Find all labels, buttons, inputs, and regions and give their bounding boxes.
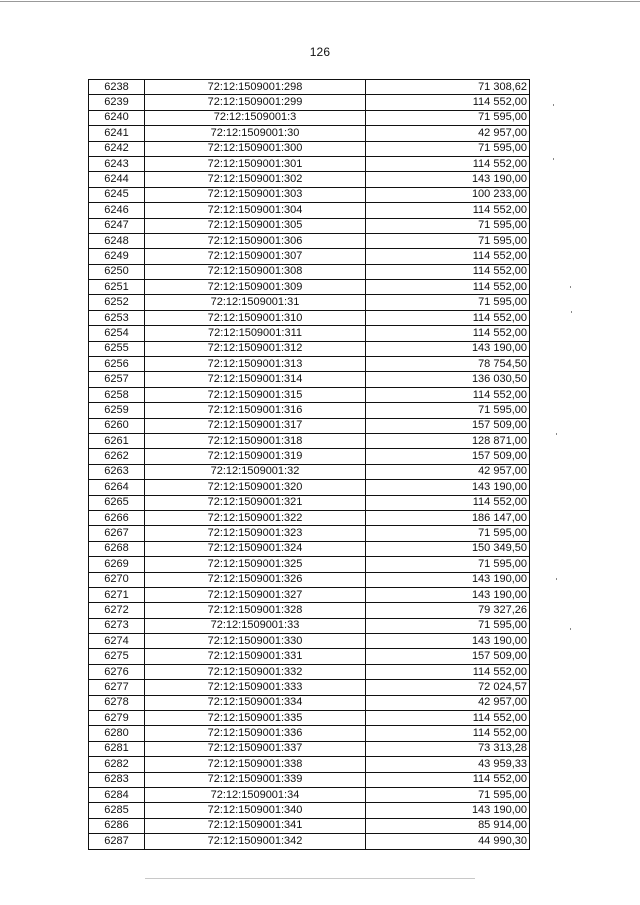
row-number: 6268 [89, 541, 145, 556]
cadastral-number: 72:12:1509001:313 [145, 357, 366, 372]
table-row [89, 418, 530, 433]
page-top-edge [0, 1, 640, 2]
row-number: 6285 [89, 803, 145, 818]
table-row [89, 126, 530, 141]
cadastral-number: 72:12:1509001:308 [145, 264, 366, 279]
row-number: 6254 [89, 326, 145, 341]
table-row [89, 249, 530, 264]
amount-value: 114 552,00 [366, 326, 530, 341]
row-number: 6281 [89, 741, 145, 756]
table-row [89, 141, 530, 156]
table-row [89, 741, 530, 756]
amount-value: 114 552,00 [366, 387, 530, 402]
amount-value: 128 871,00 [366, 433, 530, 448]
cadastral-number: 72:12:1509001:331 [145, 649, 366, 664]
cadastral-number: 72:12:1509001:325 [145, 557, 366, 572]
row-number: 6265 [89, 495, 145, 510]
cadastral-number: 72:12:1509001:305 [145, 218, 366, 233]
amount-value: 114 552,00 [366, 249, 530, 264]
row-number: 6242 [89, 141, 145, 156]
scan-speck [553, 104, 554, 106]
cadastral-number: 72:12:1509001:302 [145, 172, 366, 187]
table-row [89, 233, 530, 248]
row-number: 6252 [89, 295, 145, 310]
amount-value: 157 509,00 [366, 418, 530, 433]
cadastral-number: 72:12:1509001:306 [145, 233, 366, 248]
amount-value: 143 190,00 [366, 634, 530, 649]
table-row [89, 264, 530, 279]
row-number: 6269 [89, 557, 145, 572]
row-number: 6266 [89, 510, 145, 525]
row-number: 6241 [89, 126, 145, 141]
table-row [89, 464, 530, 479]
table-row [89, 572, 530, 587]
row-number: 6270 [89, 572, 145, 587]
cadastral-number: 72:12:1509001:30 [145, 126, 366, 141]
amount-value: 100 233,00 [366, 187, 530, 202]
table-row [89, 772, 530, 787]
cadastral-number: 72:12:1509001:332 [145, 664, 366, 679]
cadastral-number: 72:12:1509001:330 [145, 634, 366, 649]
cadastral-number: 72:12:1509001:342 [145, 834, 366, 849]
cadastral-number: 72:12:1509001:32 [145, 464, 366, 479]
cadastral-number: 72:12:1509001:301 [145, 156, 366, 171]
amount-value: 71 595,00 [366, 403, 530, 418]
scan-speck [570, 628, 571, 630]
amount-value: 150 349,50 [366, 541, 530, 556]
row-number: 6243 [89, 156, 145, 171]
cadastral-number: 72:12:1509001:337 [145, 741, 366, 756]
table-row [89, 680, 530, 695]
row-number: 6239 [89, 95, 145, 110]
amount-value: 114 552,00 [366, 664, 530, 679]
row-number: 6240 [89, 110, 145, 125]
cadastral-number: 72:12:1509001:316 [145, 403, 366, 418]
table-row [89, 172, 530, 187]
amount-value: 72 024,57 [366, 680, 530, 695]
cadastral-number: 72:12:1509001:311 [145, 326, 366, 341]
scan-speck [556, 433, 557, 435]
table-row [89, 510, 530, 525]
row-number: 6277 [89, 680, 145, 695]
cadastral-number: 72:12:1509001:317 [145, 418, 366, 433]
row-number: 6258 [89, 387, 145, 402]
table-row [89, 310, 530, 325]
row-number: 6274 [89, 634, 145, 649]
table-row [89, 480, 530, 495]
amount-value: 136 030,50 [366, 372, 530, 387]
amount-value: 114 552,00 [366, 264, 530, 279]
cadastral-number: 72:12:1509001:314 [145, 372, 366, 387]
amount-value: 114 552,00 [366, 495, 530, 510]
cadastral-number: 72:12:1509001:322 [145, 510, 366, 525]
amount-value: 71 595,00 [366, 233, 530, 248]
amount-value: 71 595,00 [366, 787, 530, 802]
amount-value: 114 552,00 [366, 310, 530, 325]
row-number: 6238 [89, 80, 145, 95]
scan-speck [570, 286, 571, 288]
table-row [89, 433, 530, 448]
row-number: 6287 [89, 834, 145, 849]
amount-value: 71 595,00 [366, 295, 530, 310]
table-row [89, 403, 530, 418]
cadastral-number: 72:12:1509001:340 [145, 803, 366, 818]
land-plot-table [88, 79, 530, 850]
cadastral-number: 72:12:1509001:339 [145, 772, 366, 787]
table-row [89, 649, 530, 664]
amount-value: 114 552,00 [366, 156, 530, 171]
cadastral-number: 72:12:1509001:324 [145, 541, 366, 556]
amount-value: 186 147,00 [366, 510, 530, 525]
table-row [89, 218, 530, 233]
row-number: 6286 [89, 818, 145, 833]
cadastral-number: 72:12:1509001:319 [145, 449, 366, 464]
cadastral-number: 72:12:1509001:334 [145, 695, 366, 710]
cadastral-number: 72:12:1509001:31 [145, 295, 366, 310]
amount-value: 71 595,00 [366, 557, 530, 572]
row-number: 6283 [89, 772, 145, 787]
table-row [89, 695, 530, 710]
amount-value: 71 595,00 [366, 618, 530, 633]
row-number: 6272 [89, 603, 145, 618]
cadastral-number: 72:12:1509001:321 [145, 495, 366, 510]
row-number: 6275 [89, 649, 145, 664]
row-number: 6273 [89, 618, 145, 633]
amount-value: 143 190,00 [366, 572, 530, 587]
table-row [89, 110, 530, 125]
cadastral-number: 72:12:1509001:338 [145, 757, 366, 772]
amount-value: 114 552,00 [366, 772, 530, 787]
table-row [89, 557, 530, 572]
amount-value: 78 754,50 [366, 357, 530, 372]
amount-value: 143 190,00 [366, 803, 530, 818]
row-number: 6284 [89, 787, 145, 802]
row-number: 6250 [89, 264, 145, 279]
row-number: 6282 [89, 757, 145, 772]
cadastral-number: 72:12:1509001:33 [145, 618, 366, 633]
table-row [89, 495, 530, 510]
amount-value: 114 552,00 [366, 203, 530, 218]
scan-speck [553, 158, 554, 160]
cadastral-number: 72:12:1509001:315 [145, 387, 366, 402]
cadastral-number: 72:12:1509001:303 [145, 187, 366, 202]
amount-value: 143 190,00 [366, 341, 530, 356]
table-row [89, 526, 530, 541]
amount-value: 143 190,00 [366, 172, 530, 187]
row-number: 6245 [89, 187, 145, 202]
amount-value: 43 959,33 [366, 757, 530, 772]
cadastral-number: 72:12:1509001:307 [145, 249, 366, 264]
row-number: 6247 [89, 218, 145, 233]
cadastral-number: 72:12:1509001:323 [145, 526, 366, 541]
amount-value: 114 552,00 [366, 726, 530, 741]
table-row [89, 295, 530, 310]
table-row [89, 372, 530, 387]
table-row [89, 449, 530, 464]
amount-value: 71 595,00 [366, 218, 530, 233]
row-number: 6271 [89, 587, 145, 602]
row-number: 6251 [89, 280, 145, 295]
amount-value: 42 957,00 [366, 464, 530, 479]
table-body [89, 80, 530, 850]
cadastral-number: 72:12:1509001:326 [145, 572, 366, 587]
row-number: 6255 [89, 341, 145, 356]
table-row [89, 726, 530, 741]
row-number: 6267 [89, 526, 145, 541]
amount-value: 85 914,00 [366, 818, 530, 833]
row-number: 6253 [89, 310, 145, 325]
cadastral-number: 72:12:1509001:320 [145, 480, 366, 495]
cadastral-number: 72:12:1509001:3 [145, 110, 366, 125]
cadastral-number: 72:12:1509001:333 [145, 680, 366, 695]
row-number: 6246 [89, 203, 145, 218]
amount-value: 44 990,30 [366, 834, 530, 849]
cadastral-number: 72:12:1509001:310 [145, 310, 366, 325]
cadastral-number: 72:12:1509001:298 [145, 80, 366, 95]
table-row [89, 787, 530, 802]
row-number: 6249 [89, 249, 145, 264]
table-row [89, 387, 530, 402]
table-row [89, 834, 530, 849]
cadastral-number: 72:12:1509001:304 [145, 203, 366, 218]
amount-value: 143 190,00 [366, 587, 530, 602]
table-row [89, 341, 530, 356]
row-number: 6244 [89, 172, 145, 187]
table-row [89, 80, 530, 95]
amount-value: 157 509,00 [366, 649, 530, 664]
amount-value: 42 957,00 [366, 126, 530, 141]
amount-value: 143 190,00 [366, 480, 530, 495]
cadastral-number: 72:12:1509001:309 [145, 280, 366, 295]
scan-speck [571, 311, 572, 313]
cadastral-number: 72:12:1509001:341 [145, 818, 366, 833]
scan-speck [556, 578, 557, 580]
row-number: 6276 [89, 664, 145, 679]
row-number: 6256 [89, 357, 145, 372]
amount-value: 71 595,00 [366, 141, 530, 156]
row-number: 6248 [89, 233, 145, 248]
table-row [89, 280, 530, 295]
cadastral-number: 72:12:1509001:312 [145, 341, 366, 356]
amount-value: 71 595,00 [366, 110, 530, 125]
table-row [89, 203, 530, 218]
row-number: 6279 [89, 711, 145, 726]
amount-value: 114 552,00 [366, 280, 530, 295]
cadastral-number: 72:12:1509001:328 [145, 603, 366, 618]
table-row [89, 664, 530, 679]
table-row [89, 603, 530, 618]
amount-value: 71 308,62 [366, 80, 530, 95]
table-row [89, 711, 530, 726]
table-row [89, 156, 530, 171]
row-number: 6278 [89, 695, 145, 710]
cadastral-number: 72:12:1509001:318 [145, 433, 366, 448]
table-row [89, 95, 530, 110]
cadastral-number: 72:12:1509001:336 [145, 726, 366, 741]
table-row [89, 818, 530, 833]
table-row [89, 187, 530, 202]
table-row [89, 618, 530, 633]
cadastral-number: 72:12:1509001:299 [145, 95, 366, 110]
row-number: 6260 [89, 418, 145, 433]
amount-value: 114 552,00 [366, 711, 530, 726]
page-bottom-rule [145, 878, 475, 879]
row-number: 6263 [89, 464, 145, 479]
row-number: 6261 [89, 433, 145, 448]
page-number: 126 [309, 45, 331, 59]
amount-value: 114 552,00 [366, 95, 530, 110]
row-number: 6280 [89, 726, 145, 741]
amount-value: 157 509,00 [366, 449, 530, 464]
cadastral-number: 72:12:1509001:300 [145, 141, 366, 156]
row-number: 6264 [89, 480, 145, 495]
table-row [89, 357, 530, 372]
row-number: 6259 [89, 403, 145, 418]
cadastral-number: 72:12:1509001:335 [145, 711, 366, 726]
amount-value: 71 595,00 [366, 526, 530, 541]
table-row [89, 541, 530, 556]
cadastral-number: 72:12:1509001:327 [145, 587, 366, 602]
table-row [89, 757, 530, 772]
table-row [89, 326, 530, 341]
row-number: 6262 [89, 449, 145, 464]
amount-value: 79 327,26 [366, 603, 530, 618]
table-row [89, 803, 530, 818]
table-row [89, 587, 530, 602]
table-row [89, 634, 530, 649]
amount-value: 42 957,00 [366, 695, 530, 710]
cadastral-number: 72:12:1509001:34 [145, 787, 366, 802]
amount-value: 73 313,28 [366, 741, 530, 756]
row-number: 6257 [89, 372, 145, 387]
